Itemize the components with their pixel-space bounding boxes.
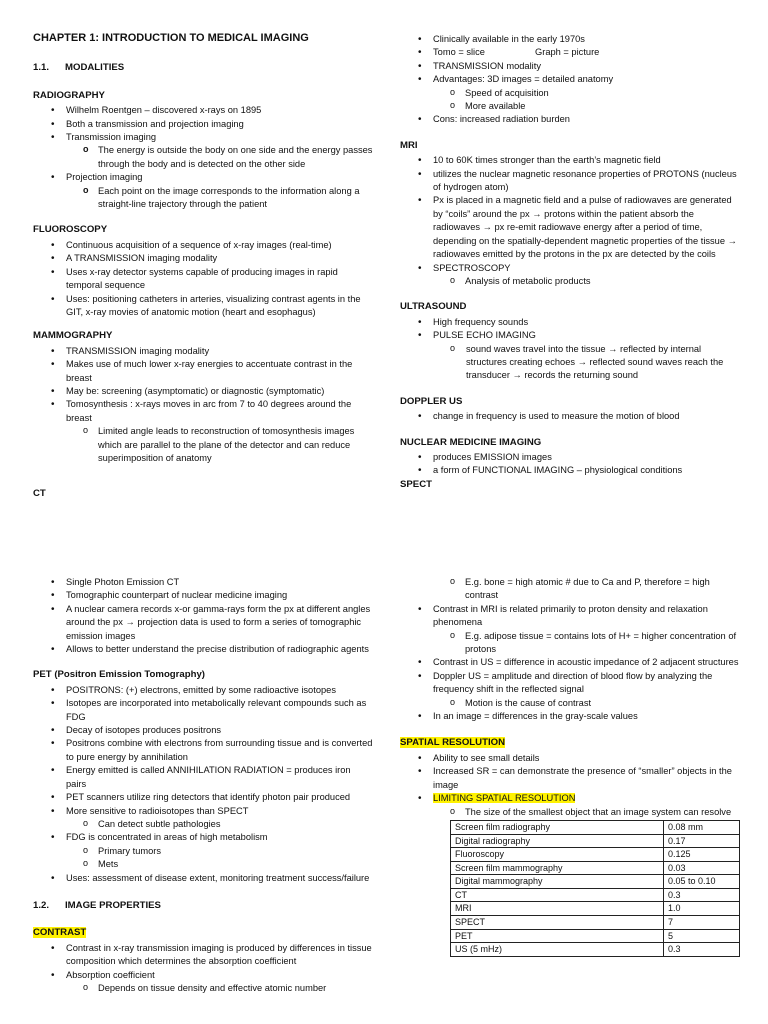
- list-subitem: o E.g. adipose tissue = contains lots of H+ = higher concentration of protons: [400, 630, 740, 657]
- list-item: • LIMITING SPATIAL RESOLUTION: [400, 792, 740, 805]
- list-item: • Decay of isotopes produces positrons: [33, 724, 373, 737]
- list-item: • Ability to see small details: [400, 752, 740, 765]
- list-item: • Clinically available in the early 1970s: [400, 33, 740, 46]
- table-cell-value: 0.08 mm: [663, 820, 739, 834]
- ultrasound-list: [400, 316, 740, 383]
- top-left-column: [33, 32, 373, 503]
- table-row: [451, 929, 740, 943]
- resolution-table: [450, 820, 740, 957]
- table-row: [451, 943, 740, 957]
- list-subitem: o Motion is the cause of contrast: [400, 697, 740, 710]
- table-cell-modality: MRI: [451, 902, 664, 916]
- nuclear-heading: NUCLEAR MEDICINE IMAGING: [400, 436, 542, 448]
- list-item: • TRANSMISSION imaging modality: [33, 345, 373, 358]
- list-subitem: o E.g. bone = high atomic # due to Ca and P, therefore = high contrast: [400, 576, 740, 603]
- table-row: [451, 848, 740, 862]
- list-item: • Allows to better understand the precise distribution of radiographic agents: [33, 643, 373, 656]
- list-item: • A nuclear camera records x-or gamma-rays form the px at different angles around the px → projection data is used to form a series of tomographic emission images: [33, 603, 373, 643]
- list-subitem: o The size of the smallest object that an image system can resolve: [400, 806, 740, 819]
- table-cell-value: 0.125: [663, 848, 739, 862]
- section-1-1-heading: 1.1. MODALITIES: [33, 62, 125, 74]
- list-item: • High frequency sounds: [400, 316, 740, 329]
- radiography-list: [33, 104, 373, 211]
- list-item: • Continuous acquisition of a sequence of x-ray images (real-time): [33, 239, 373, 252]
- table-row: [451, 861, 740, 875]
- spect-list: [33, 576, 373, 656]
- bottom-right-column: [400, 576, 740, 957]
- list-item: • PET scanners utilize ring detectors that identify photon pair produced: [33, 791, 373, 804]
- list-item: • Single Photon Emission CT: [33, 576, 373, 589]
- doppler-heading: DOPPLER US: [400, 395, 463, 407]
- table-cell-modality: CT: [451, 888, 664, 902]
- ct-list: [400, 33, 740, 127]
- table-cell-modality: PET: [451, 929, 664, 943]
- ct-heading: CT: [33, 488, 46, 500]
- table-cell-value: 7: [663, 916, 739, 930]
- list-item: • SPECTROSCOPY: [400, 262, 740, 275]
- list-item: • Makes use of much lower x-ray energies to accentuate contrast in the breast: [33, 358, 373, 385]
- list-item: • Px is placed in a magnetic field and a pulse of radiowaves are generated by “coils” around the px → protons within the patient absorb the radiowaves → px re-emit radiowave energy after a period of time, depending on the spatially-dependent magnetic properties of the tissue → radiowaves emitted by the protons in the px are detected by the coils: [400, 194, 740, 261]
- chapter-title: CHAPTER 1: INTRODUCTION TO MEDICAL IMAGING: [33, 32, 309, 44]
- table-cell-modality: Fluoroscopy: [451, 848, 664, 862]
- contrast-continued-list: [400, 576, 740, 723]
- table-row: [451, 875, 740, 889]
- table-cell-modality: US (5 mHz): [451, 943, 664, 957]
- mammography-list: [33, 345, 373, 466]
- list-subitem: o Limited angle leads to reconstruction of tomosynthesis images which are parallel to the plane of the detector and can reduce superimposition of anatomy: [33, 425, 373, 465]
- list-item: • Uses: assessment of disease extent, monitoring treatment success/failure: [33, 872, 373, 885]
- list-item: • May be: screening (asymptomatic) or diagnostic (symptomatic): [33, 385, 373, 398]
- doppler-list: [400, 410, 740, 423]
- ultrasound-heading: ULTRASOUND: [400, 301, 467, 313]
- list-subitem: o sound waves travel into the tissue → reflected by internal structures creating echoes → reflected sound waves reach the transducer → records the returning sound: [400, 343, 740, 383]
- spect-heading: SPECT: [400, 478, 432, 490]
- top-right-column: [400, 33, 740, 493]
- list-subitem: o The energy is outside the body on one side and the energy passes through the body and is detected on the other side: [33, 144, 373, 171]
- table-row: [451, 834, 740, 848]
- mammography-heading: MAMMOGRAPHY: [33, 330, 113, 342]
- table-cell-value: 0.05 to 0.10: [663, 875, 739, 889]
- bottom-left-column: [33, 576, 373, 995]
- list-item: • a form of FUNCTIONAL IMAGING – physiological conditions: [400, 464, 740, 477]
- mri-heading: MRI: [400, 139, 418, 151]
- list-item: • FDG is concentrated in areas of high metabolism: [33, 831, 373, 844]
- list-subitem: o Analysis of metabolic products: [400, 275, 740, 288]
- list-item: • A TRANSMISSION imaging modality: [33, 252, 373, 265]
- list-item: • Increased SR = can demonstrate the presence of “smaller” objects in the image: [400, 765, 740, 792]
- list-item: • Cons: increased radiation burden: [400, 113, 740, 126]
- list-item: • 10 to 60K times stronger than the earth’s magnetic field: [400, 154, 740, 167]
- contrast-heading: CONTRAST: [33, 927, 87, 939]
- list-item: • More sensitive to radioisotopes than SPECT: [33, 805, 373, 818]
- list-item: • Tomo = slice Graph = picture: [400, 46, 740, 59]
- mri-list: [400, 154, 740, 288]
- list-item: • Transmission imaging: [33, 131, 373, 144]
- list-item: • change in frequency is used to measure the motion of blood: [400, 410, 740, 423]
- list-item: • In an image = differences in the gray-scale values: [400, 710, 740, 723]
- list-item: • utilizes the nuclear magnetic resonance properties of PROTONS (nucleus of hydrogen atom): [400, 168, 740, 195]
- table-cell-modality: Digital mammography: [451, 875, 664, 889]
- table-row: [451, 916, 740, 930]
- section-1-2-heading: 1.2. IMAGE PROPERTIES: [33, 899, 161, 911]
- table-cell-modality: Digital radiography: [451, 834, 664, 848]
- table-cell-value: 5: [663, 929, 739, 943]
- list-item: • Absorption coefficient: [33, 969, 373, 982]
- table-cell-value: 0.3: [663, 943, 739, 957]
- list-item: • Energy emitted is called ANNIHILATION RADIATION = produces iron pairs: [33, 764, 373, 791]
- list-item: • Contrast in US = difference in acoustic impedance of 2 adjacent structures: [400, 656, 740, 669]
- list-item: • TRANSMISSION modality: [400, 60, 740, 73]
- list-item: • Contrast in MRI is related primarily to proton density and relaxation phenomena: [400, 603, 740, 630]
- list-item: • POSITRONS: (+) electrons, emitted by some radioactive isotopes: [33, 684, 373, 697]
- list-subitem: o More available: [400, 100, 740, 113]
- list-subitem: o Speed of acquisition: [400, 87, 740, 100]
- list-item: • Projection imaging: [33, 171, 373, 184]
- radiography-heading: RADIOGRAPHY: [33, 89, 105, 101]
- table-row: [451, 820, 740, 834]
- contrast-list: [33, 942, 373, 996]
- nuclear-list: [400, 451, 740, 478]
- pet-heading: PET (Positron Emission Tomography): [33, 669, 205, 681]
- list-subitem: o Depends on tissue density and effective atomic number: [33, 982, 373, 995]
- list-item: • Contrast in x-ray transmission imaging is produced by differences in tissue composition which determines the absorption coefficient: [33, 942, 373, 969]
- fluoroscopy-heading: FLUOROSCOPY: [33, 224, 108, 236]
- list-item: • Isotopes are incorporated into metabolically relevant compounds such as FDG: [33, 697, 373, 724]
- list-subitem: o Mets: [33, 858, 373, 871]
- table-cell-value: 0.3: [663, 888, 739, 902]
- list-item: • Uses x-ray detector systems capable of producing images in rapid temporal sequence: [33, 266, 373, 293]
- list-subitem: o Can detect subtle pathologies: [33, 818, 373, 831]
- list-item: • produces EMISSION images: [400, 451, 740, 464]
- spatial-resolution-list: [400, 752, 740, 819]
- table-cell-value: 0.17: [663, 834, 739, 848]
- fluoroscopy-list: [33, 239, 373, 319]
- pet-list: [33, 684, 373, 885]
- list-item: • Wilhelm Roentgen – discovered x-rays on 1895: [33, 104, 373, 117]
- list-item: • PULSE ECHO IMAGING: [400, 329, 740, 342]
- list-item: • Positrons combine with electrons from surrounding tissue and is converted to pure energy by annihilation: [33, 737, 373, 764]
- list-item: • Advantages: 3D images = detailed anatomy: [400, 73, 740, 86]
- list-item: • Doppler US = amplitude and direction of blood flow by analyzing the frequency shift in the reflected signal: [400, 670, 740, 697]
- list-item: • Tomosynthesis : x-rays moves in arc from 7 to 40 degrees around the breast: [33, 398, 373, 425]
- list-subitem: o Each point on the image corresponds to the information along a straight-line trajectory through the patient: [33, 185, 373, 212]
- table-cell-modality: Screen film radiography: [451, 820, 664, 834]
- spatial-resolution-heading: SPATIAL RESOLUTION: [400, 737, 506, 749]
- list-subitem: o Primary tumors: [33, 845, 373, 858]
- list-item: • Uses: positioning catheters in arteries, visualizing contrast agents in the GIT, x-ray movies of anatomic motion (heart and esophagus): [33, 293, 373, 320]
- table-row: [451, 902, 740, 916]
- table-cell-modality: Screen film mammography: [451, 861, 664, 875]
- table-cell-modality: SPECT: [451, 916, 664, 930]
- list-item: • Tomographic counterpart of nuclear medicine imaging: [33, 589, 373, 602]
- table-row: [451, 888, 740, 902]
- list-item: • Both a transmission and projection imaging: [33, 118, 373, 131]
- table-cell-value: 1.0: [663, 902, 739, 916]
- table-cell-value: 0.03: [663, 861, 739, 875]
